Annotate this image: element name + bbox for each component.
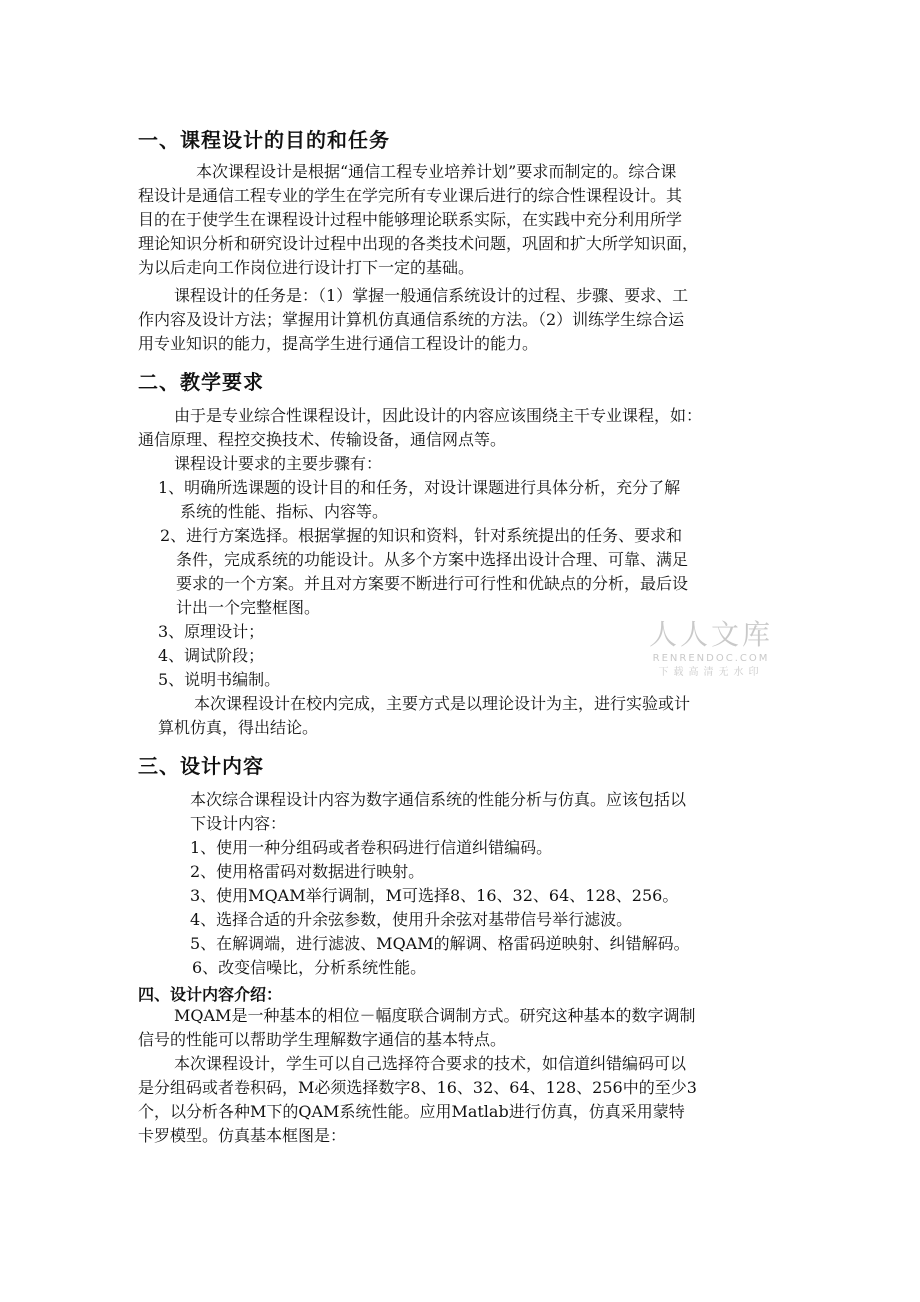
watermark	[636, 618, 786, 680]
section2-step3: 3、原理设计；	[158, 622, 265, 641]
section2-para1-line: 通信原理、程控交换技术、传输设备，通信网点等。	[138, 430, 507, 449]
section3-intro-line: 本次综合课程设计内容为数字通信系统的性能分析与仿真。应该包括以	[190, 790, 687, 809]
section3-item: 1、使用一种分组码或者卷积码进行信道纠错编码。	[190, 838, 553, 857]
watermark-logo-text: 人人文库	[648, 618, 773, 651]
section2-para1-line: 由于是专业综合性课程设计，因此设计的内容应该围绕主干专业课程，如：	[174, 406, 703, 425]
section2-step2-line: 2、进行方案选择。根据掌握的知识和资料，针对系统提出的任务、要求和	[160, 526, 683, 545]
section1-para1-line: 目的在于使学生在课程设计过程中能够理论联系实际，在实践中充分利用所学	[138, 210, 683, 229]
section4-heading: 四、设计内容介绍：	[138, 985, 283, 1004]
section4-para2-line: 本次课程设计，学生可以自己选择符合要求的技术，如信道纠错编码可以	[174, 1054, 687, 1073]
section4-para2-line: 个，以分析各种M下的QAM系统性能。应用Matlab进行仿真，仿真采用蒙特	[138, 1102, 685, 1121]
section2-step2-line: 要求的一个方案。并且对方案要不断进行可行性和优缺点的分析，最后设	[176, 574, 689, 593]
section4-para2-line: 卡罗模型。仿真基本框图是：	[138, 1126, 347, 1145]
section1-heading: 一、课程设计的目的和任务	[138, 128, 390, 152]
section1-para1-line: 为以后走向工作岗位进行设计打下一定的基础。	[138, 258, 475, 277]
section2-heading: 二、教学要求	[138, 370, 264, 394]
section3-item: 4、选择合适的升余弦参数，使用升余弦对基带信号举行滤波。	[190, 910, 633, 929]
section4-para1-line: MQAM是一种基本的相位－幅度联合调制方式。研究这种基本的数字调制	[174, 1006, 696, 1025]
section4-para1-line: 信号的性能可以帮助学生理解数字通信的基本特点。	[138, 1030, 507, 1049]
section3-heading: 三、设计内容	[138, 754, 264, 778]
section1-para1-line: 本次课程设计是根据“通信工程专业培养计划”要求而制定的。综合课	[196, 162, 677, 181]
section3-item: 5、在解调端，进行滤波、MQAM的解调、格雷码逆映射、纠错解码。	[190, 934, 690, 953]
section4-para2-line: 是分组码或者卷积码，M必须选择数字8、16、32、64、128、256中的至少3	[138, 1078, 697, 1097]
section2-final-line: 本次课程设计在校内完成，主要方式是以理论设计为主，进行实验或计	[194, 694, 691, 713]
section2-step2-line: 计出一个完整框图。	[176, 598, 321, 617]
watermark-site: RENRENDOC.COM	[652, 653, 770, 664]
section2-step4: 4、调试阶段；	[158, 646, 265, 665]
section1-para2-line: 用专业知识的能力，提高学生进行通信工程设计的能力。	[138, 334, 539, 353]
section3-item: 6、改变信噪比，分析系统性能。	[192, 958, 427, 977]
section1-para1-line: 程设计是通信工程专业的学生在学完所有专业课后进行的综合性课程设计。其	[138, 186, 683, 205]
section2-step1-line: 1、明确所选课题的设计目的和任务，对设计课题进行具体分析，充分了解	[158, 478, 681, 497]
section1-para2-line: 课程设计的任务是：（1）掌握一般通信系统设计的过程、步骤、要求、工	[174, 286, 689, 305]
section3-item: 3、使用MQAM举行调制，M可选择8、16、32、64、128、256。	[190, 886, 679, 905]
section2-step5: 5、说明书编制。	[158, 670, 281, 689]
section2-steps-intro: 课程设计要求的主要步骤有：	[174, 454, 383, 473]
section2-step2-line: 条件，完成系统的功能设计。从多个方案中选择出设计合理、可靠、满足	[176, 550, 689, 569]
section3-item: 2、使用格雷码对数据进行映射。	[190, 862, 425, 881]
section1-para1-line: 理论知识分析和研究设计过程中出现的各类技术问题，巩固和扩大所学知识面，	[138, 234, 699, 253]
section2-step1-line: 系统的性能、指标、内容等。	[180, 502, 389, 521]
section2-final-line: 算机仿真，得出结论。	[158, 718, 319, 737]
watermark-subtitle: 下载高清无水印	[658, 667, 764, 678]
section3-intro-line: 下设计内容：	[190, 814, 287, 833]
section1-para2-line: 作内容及设计方法；掌握用计算机仿真通信系统的方法。（2）训练学生综合运	[138, 310, 685, 329]
